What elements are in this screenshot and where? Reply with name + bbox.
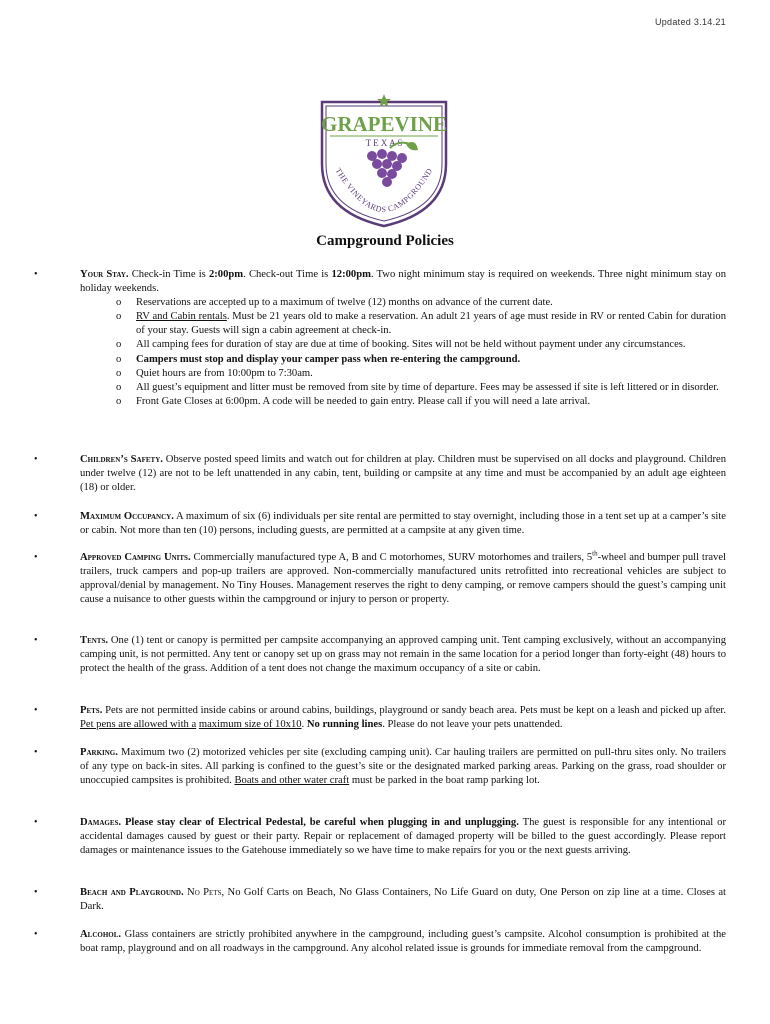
list-item: o RV and Cabin rentals. Must be 21 years old to make a reservation. An adult 21 years of age must reside in RV or rented Cabin for duration of your stay. Guests will sign a cabin agreement at check-in. [116, 311, 726, 337]
list-item: o Reservations are accepted up to a maximum of twelve (12) months on advance of the current date. [116, 297, 553, 309]
list-item: o Front Gate Closes at 6:00pm. A code will be needed to gain entry. Please call if you will need a late arrival. [116, 395, 591, 407]
svg-text:THE VINEYARDS CAMPGROUND: THE VINEYARDS CAMPGROUND [333, 166, 435, 215]
policy-tents: • Tents. One (1) tent or canopy is permitted per campsite accompanying an approved camping unit. Tent camping exclusively, without an accompanying camping unit, is not permitted. Any tent or canopy set up on grass may not remain in the same location for a period longer than forty-eight (48) hours to protect the health of the grass. Addition of a tent does not change the maximum occupancy of a site or cabin. [34, 635, 726, 675]
stay-sublist [80, 296, 726, 409]
grapevine-logo [320, 94, 448, 229]
list-item: o All camping fees for duration of stay are due at time of booking. Sites will not be held without payment under any circumstances. [116, 339, 686, 351]
policy-parking: • Parking. Maximum two (2) motorized vehicles per site (excluding camping unit). Car hauling trailers are permitted on pull-thru sites only. No trailers of any type on back-in sites. All parking is confined to the guest’s site or the designated marked parking areas. Parking on the grass, road shoulder or unoccupied campsites is prohibited. Boats and other water craft must be parked in the boat ramp parking lot. [34, 747, 726, 787]
policy-childrens-safety: • Children’s Safety. Observe posted speed limits and watch out for children at play. Children must be supervised on all docks and playground. Children under twelve (12) are not to be left unattended in any cabin, tent, building or campsite at any time and must be accompanied by an adult age eighteen (18) or older. [34, 454, 726, 494]
list-item: o Campers must stop and display your camper pass when re-entering the campground. [116, 353, 521, 365]
page-title: Campground Policies [316, 233, 454, 249]
svg-text:T E X A S: T E X A S [365, 138, 403, 148]
policy-approved-camping-units: • Approved Camping Units. Commercially manufactured type A, B and C motorhomes, SURV motorhomes and trailers, 5th-wheel and bumper pull travel trailers, truck campers and pop-up trailers are approved. Non-commercially manufactured units retrofitted into recreational vehicles are subject to approval/denial by management. No Tiny Houses. Management reserves the right to deny camping, or remove campers should the guest’s camping unit cause a nuisance to other guests within the campground or injury to person or property. [34, 549, 726, 606]
updated-date: Updated 3.14.21 [654, 17, 726, 27]
list-item: o All guest’s equipment and litter must be removed from site by time of departure. Fees may be assessed if site is left littered or in disorder. [116, 381, 719, 393]
policy-beach-and-playground: • Beach and Playground. No Pets, No Golf Carts on Beach, No Glass Containers, No Life Guard on duty, One Person on zip line at a time. Closes at Dark. [34, 887, 726, 913]
policy-your-stay: • Your Stay. Check-in Time is 2:00pm. Check-out Time is 12:00pm. Two night minimum stay is required on weekends. Three night minimum stay on holiday weekends. o Reservations are accepted up to a maximum of twelve (12) months on advance of the current date. o RV and Cabin rentals. Must be 21 years old to make a reservation. An adult 21 years of age must reside in RV or rented Cabin for duration of your stay. Guests will sign a cabin agreement at check-in. o All camping fees for duration of stay are due at time of booking. Sites will not be held without payment under any circumstances. o Campers must stop and display your camper pass when re-entering the campground. o Quiet hours are from 10:00pm to 7:30am. o All guest’s equipment and litter must be removed from site by time of departure. Fees may be assessed if site is left littered or in disorder. o Front Gate Closes at 6:00pm. A code will be needed to gain entry. Please call if you will need a late arrival. [80, 268, 726, 409]
list-item: o Quiet hours are from 10:00pm to 7:30am. [116, 367, 313, 379]
policy-pets: • Pets. Pets are not permitted inside cabins or around cabins, buildings, playground or sandy beach area. Pets must be kept on a leash and picked up after. Pet pens are allowed with a maximum size of 10x10. No running lines. Please do not leave your pets unattended. [34, 705, 726, 731]
bullet: • [34, 269, 38, 280]
policy-damages: • Damages. Please stay clear of Electrical Pedestal, be careful when plugging in and unplugging. The guest is responsible for any intentional or accidental damages caused by guest or their party. Repair or replacement of damaged property will be billed to the guest accordingly. Please report damages or maintenance issues to the Gatehouse immediately so we have time to make repairs for you or the next guests arriving. [34, 817, 726, 857]
policy-maximum-occupancy: • Maximum Occupancy. A maximum of six (6) individuals per site rental are permitted to stay overnight, including those in a tent set up at a camper’s site or cabin. Not more than ten (10) persons, including guests, are permitted at a campsite at any given time. [34, 511, 726, 537]
policy-alcohol: • Alcohol. Glass containers are strictly prohibited anywhere in the campground, including guest’s campsite. Alcohol consumption is prohibited at the boat ramp, playground and on all roadways in the campground. Any alcohol related issue is grounds for immediate removal from the campground. [34, 929, 726, 955]
svg-text:GRAPEVINE: GRAPEVINE [320, 112, 448, 136]
